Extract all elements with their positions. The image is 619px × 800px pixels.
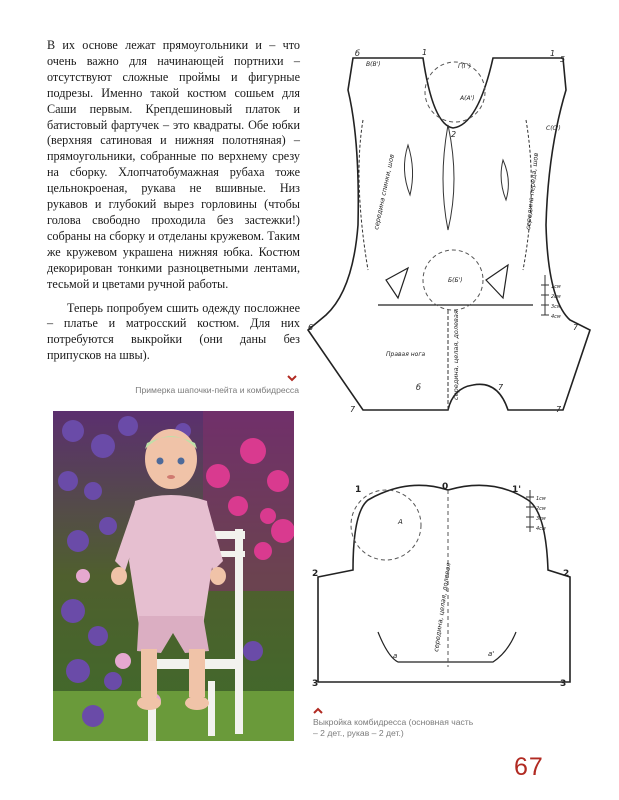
ps-s2: 2см xyxy=(536,506,546,512)
pt-aa: А(А') xyxy=(460,95,475,102)
pt-right-leg: Правая нога xyxy=(386,351,426,358)
photo-caption: Примерка шапочки-пейта и комбидресса xyxy=(135,385,299,395)
doll-photo xyxy=(53,411,294,741)
pt-num-7c: 7 xyxy=(350,405,356,414)
ps-num-1p: 1' xyxy=(512,485,522,495)
ps-num-3b: 3 xyxy=(560,679,567,689)
pt-gg: Г(Г') xyxy=(458,63,472,70)
pt-s2: 2см xyxy=(551,294,561,300)
chevron-up-icon xyxy=(313,707,323,714)
ps-num-2a: 2 xyxy=(312,569,319,579)
pt-num-6b: б xyxy=(355,49,360,58)
pt-num-7a: 7 xyxy=(573,323,579,332)
pt-fold-front: середина переда, шов xyxy=(524,152,541,231)
pt-bb: В(В') xyxy=(366,61,381,68)
pt-s4: 4см xyxy=(551,314,561,320)
pt-fold-center: середина, целая, долевая xyxy=(452,310,460,400)
pt-num-1a: 1 xyxy=(422,48,428,57)
paragraph-2: Теперь попробуем сшить одежду посложнее – платье и матросский костюм. Для них потребуются выкройки (они даны без припусков на швы). xyxy=(47,300,300,363)
paragraph-1: В их основе лежат прямоугольники и – что очень важно для начинающей портнихи – отсутствуют сложные проймы и фигурные подрезы. Именно такой костюм сошьем для Саши первым. Крепдешиновый платок и батистовый фартучек – это квадраты. Обе юбки (верхняя сатиновая и нижняя полотняная) – прямоугольники, собранные по верхнему срезу на сборку. Хлопчатобумажная рубаха тоже цельнокроеная, рукава не вшивные. Низ рукавов и глубокий вырез горловины (чтобы голова свободно проходила без застежки!) собраны на сборку и отделаны кружевом. Таким же кружевом украшена нижняя юбка. Костюм декорирован тонкими разноцветными лентами, тесьмой и цветами ручной работы. xyxy=(47,38,300,291)
pt-num-2: 2 xyxy=(451,130,457,139)
ps-a-low2: а' xyxy=(488,650,495,658)
pattern-caption: Выкройка комбидресса (основная часть – 2 дет., рукав – 2 дет.) xyxy=(313,717,474,738)
chevron-down-icon xyxy=(287,375,297,382)
pt-num-1b: 1 xyxy=(550,49,556,58)
pt-bbb: Б(Б') xyxy=(448,277,463,284)
ps-num-3a: 3 xyxy=(312,679,319,689)
pt-num-7b: 7 xyxy=(498,383,504,392)
pt-num-7d: 7 xyxy=(556,405,562,414)
ps-s1: 1см xyxy=(536,496,546,502)
pt-s3: 3см xyxy=(551,304,561,310)
pt-num-6c: б xyxy=(416,383,421,392)
pt-s1: 1см xyxy=(551,284,561,290)
ps-s4: 4см xyxy=(536,526,546,532)
ps-fold: середина, целая, долевая xyxy=(432,562,453,653)
page-number: 67 xyxy=(514,753,544,781)
body-text xyxy=(47,38,300,364)
pt-num-5: 5 xyxy=(560,55,566,64)
pt-num-6: 6 xyxy=(308,323,314,332)
pt-fold-back: середина спинки, шов xyxy=(372,153,396,231)
pt-cc: С(С') xyxy=(546,125,561,132)
pattern-sleeve xyxy=(298,472,594,697)
ps-num-0: 0 xyxy=(442,482,449,492)
pattern-body xyxy=(298,40,594,425)
ps-a-low: а xyxy=(393,652,398,660)
ps-a: А xyxy=(398,518,403,526)
ps-num-1: 1 xyxy=(355,485,362,495)
ps-s3: 3см xyxy=(536,516,546,522)
ps-num-2b: 2 xyxy=(563,569,570,579)
